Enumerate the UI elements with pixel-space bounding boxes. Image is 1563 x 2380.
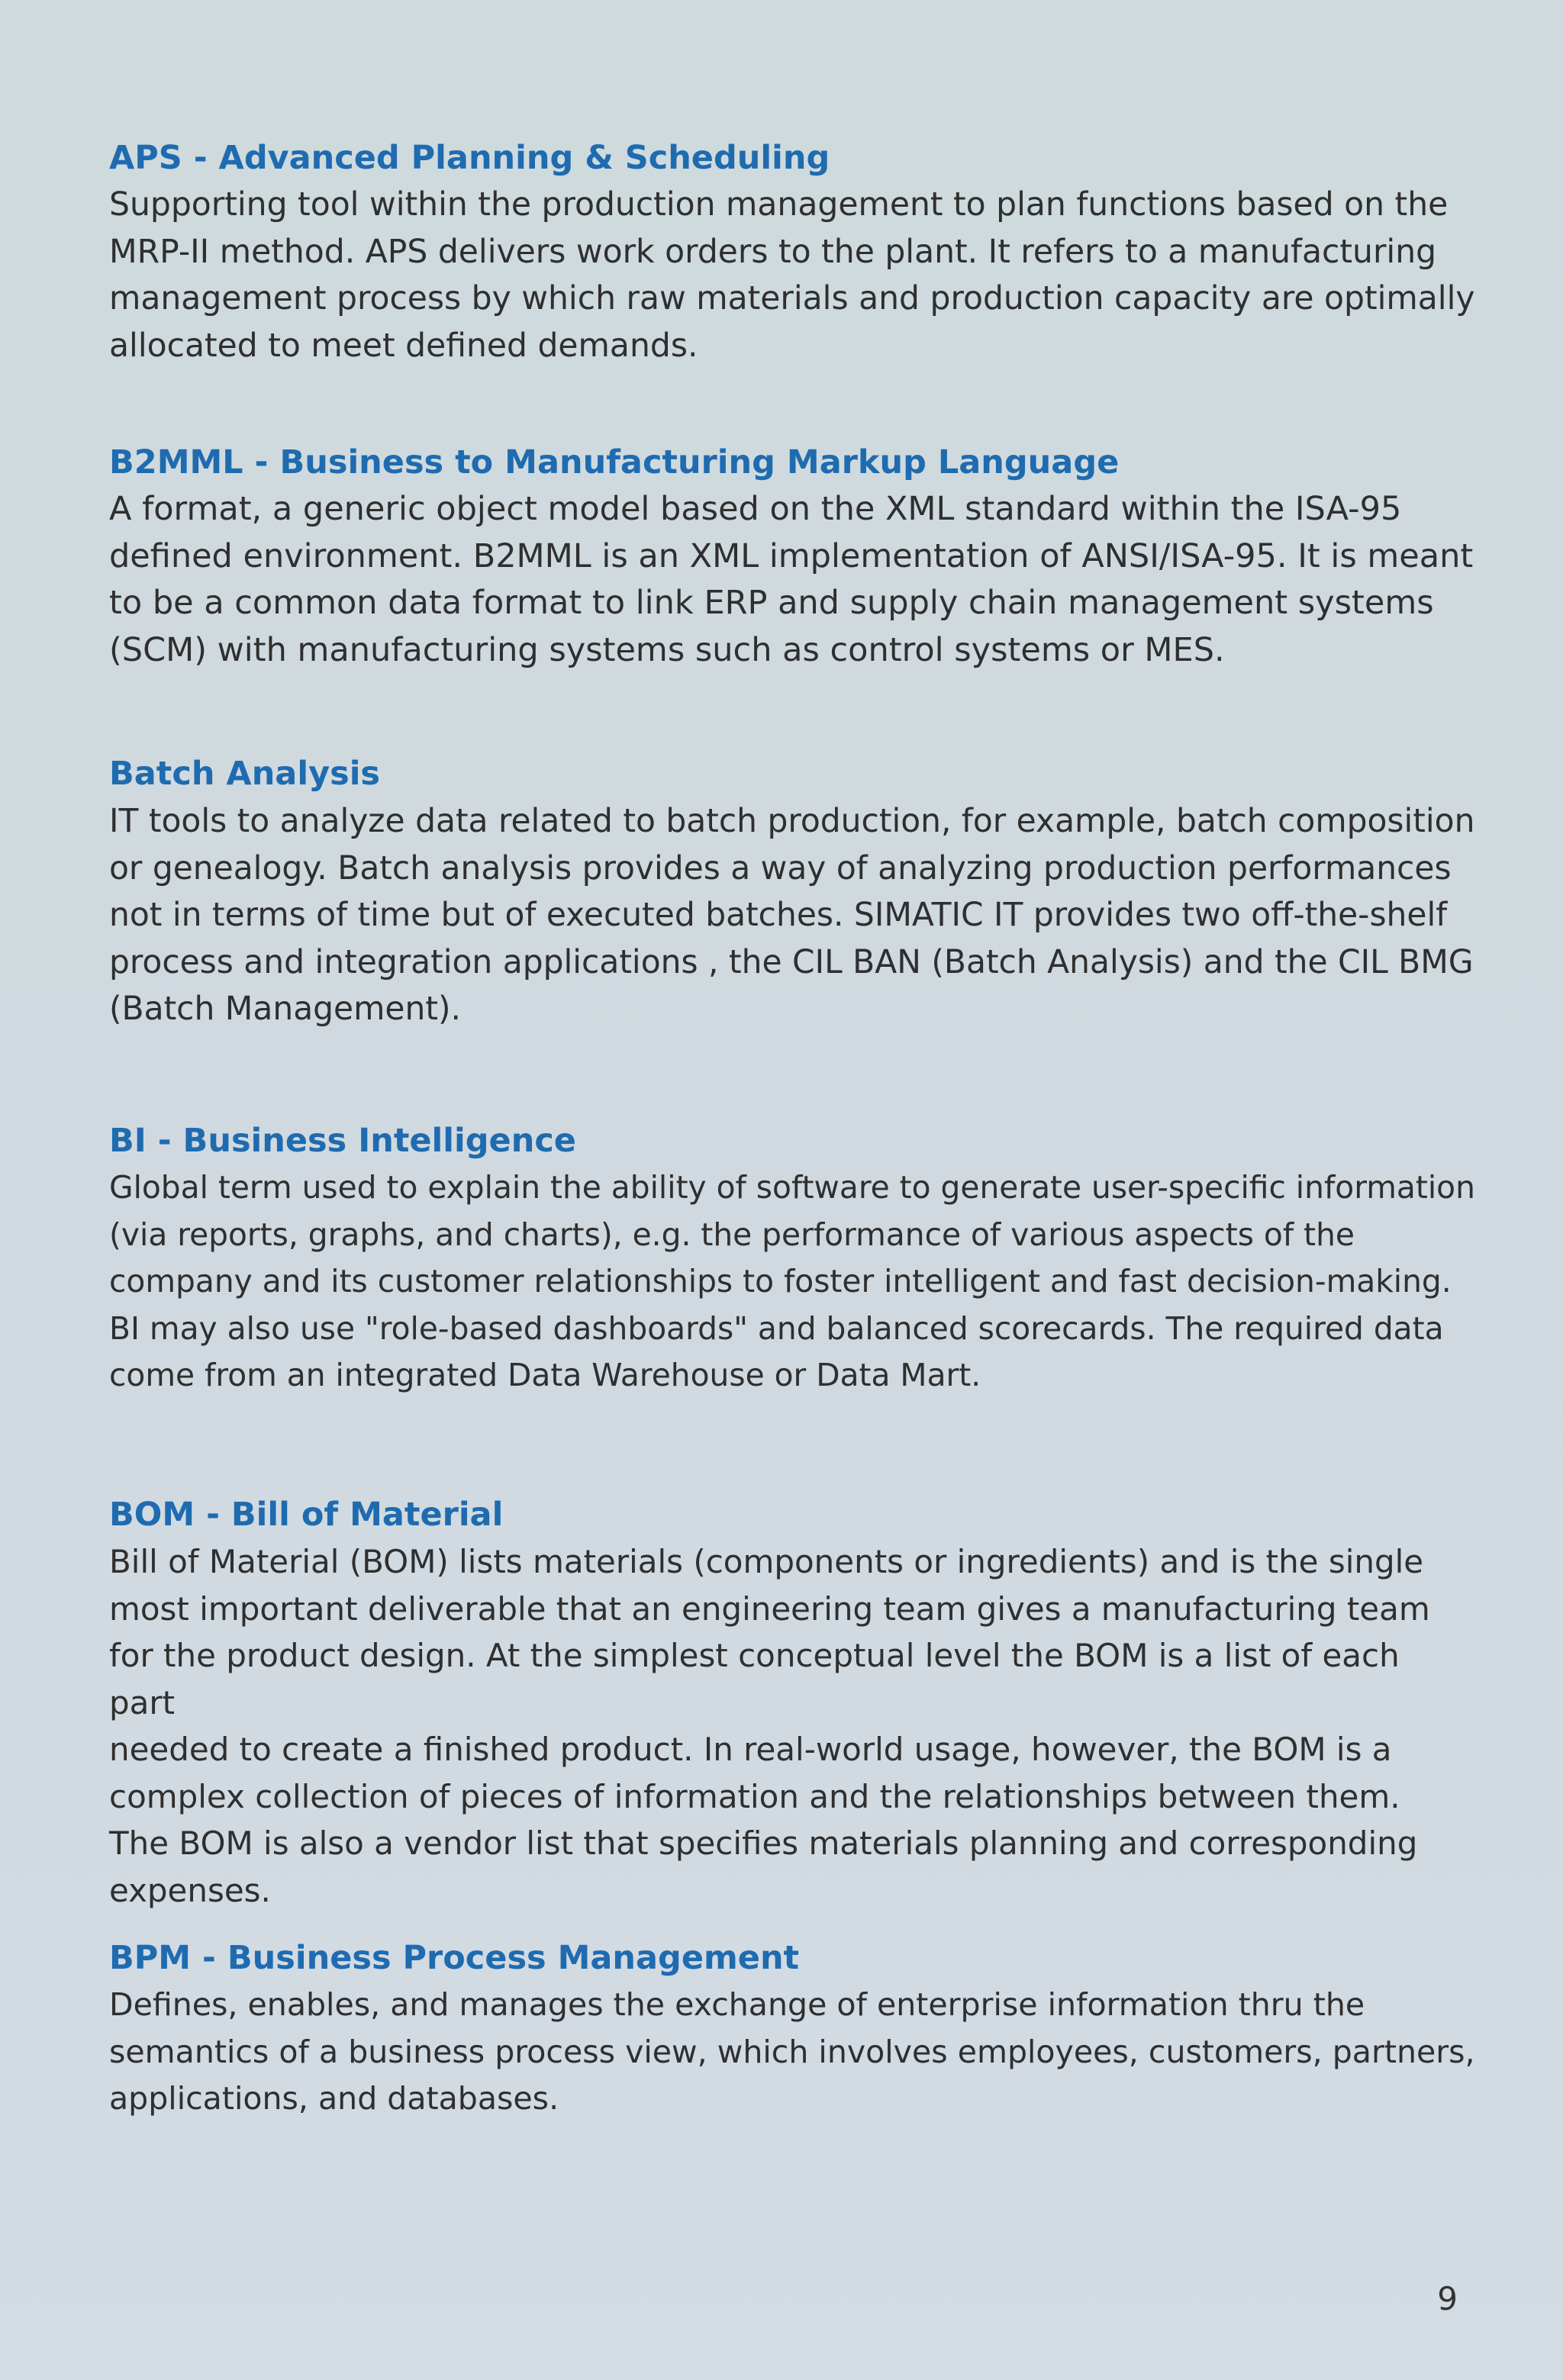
glossary-entry-bpm <box>109 1934 1475 2123</box>
page-number: 9 <box>1437 2280 1458 2317</box>
entry-body: Defines, enables, and manages the exchange of enterprise information thru the semantics of a business process view, which involves employees, customers, partners, applications, and databases. <box>109 1986 1475 2117</box>
entry-title: BPM - Business Process Management <box>109 1939 800 1977</box>
glossary-entry-bom <box>109 1491 1475 1914</box>
entry-body: IT tools to analyze data related to batch production, for example, batch composition or genealogy. Batch analysis provides a way of analyzing production performances not in terms of time but of executed batches. SIMATIC IT provides two off-the-shelf process and integration applications , the CIL BAN (Batch Analysis) and the CIL BMG (Batch Management). <box>109 802 1475 1027</box>
glossary-entry-bi <box>109 1117 1475 1399</box>
entry-body: Global term used to explain the ability of software to generate user-specific information (via reports, graphs, and charts), e.g. the performance of various aspects of the company and its customer relationships to foster intelligent and fast decision-making. BI may also use "role-based dashboards" and balanced scorecards. The required data come from an integrated Data Warehouse or Data Mart. <box>109 1169 1475 1393</box>
entry-body: A format, a generic object model based on the XML standard within the ISA-95 defined environment. B2MML is an XML implementation of ANSI/ISA-95. It is meant to be a common data format to link ERP and supply chain management systems (SCM) with manufacturing systems such as control systems or MES. <box>109 490 1474 669</box>
entry-title: B2MML - Business to Manufacturing Markup Language <box>109 443 1120 481</box>
glossary-entry-batch-analysis <box>109 750 1474 1032</box>
entry-body: Supporting tool within the production management to plan functions based on the MRP-II method. APS delivers work orders to the plant. It refers to a manufacturing management process by which raw materials and production capacity are optimally allocated to meet defined demands. <box>109 186 1475 365</box>
entry-body: Bill of Material (BOM) lists materials (components or ingredients) and is the single most important deliverable that an engineering team gives a manufacturing team for the product design. At the simplest conceptual level the BOM is a list of each part needed to create a finished product. In real-world usage, however, the BOM is a complex collection of pieces of information and the relationships between them. The BOM is also a vendor list that specifies materials planning and corresponding expenses. <box>109 1543 1430 1909</box>
entry-title: BI - Business Intelligence <box>109 1122 576 1160</box>
glossary-entry-aps <box>109 134 1475 369</box>
entry-title: BOM - Bill of Material <box>109 1496 504 1534</box>
entry-title: Batch Analysis <box>109 755 381 793</box>
glossary-entry-b2mml <box>109 439 1473 674</box>
entry-title: APS - Advanced Planning & Scheduling <box>109 139 830 177</box>
